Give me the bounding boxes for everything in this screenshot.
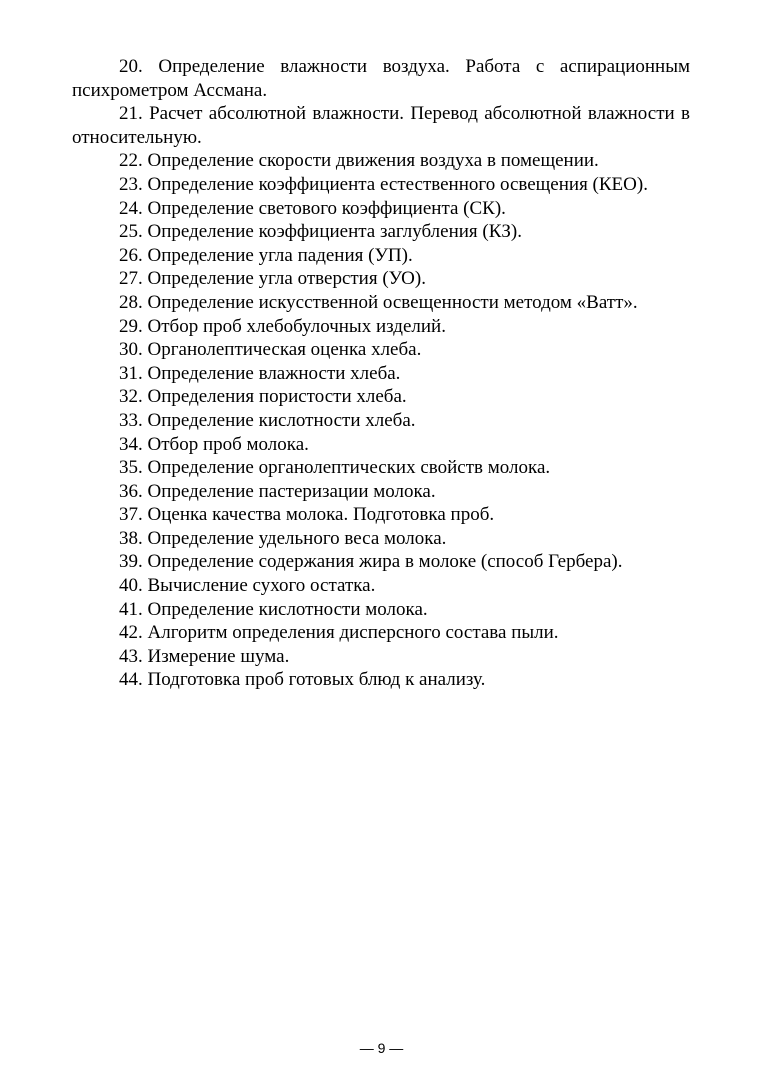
list-item: 23. Определение коэффициента естественного освещения (КЕО). bbox=[119, 173, 648, 195]
list-item: 25. Определение коэффициента заглубления (КЗ). bbox=[119, 221, 523, 243]
list-item: 20. Определение влажности воздуха. Работа с аспирационным психрометром Ассмана. bbox=[72, 56, 690, 101]
list-item: 39. Определение содержания жира в молоке (способ Гербера). bbox=[119, 551, 623, 573]
list-item: 36. Определение пастеризации молока. bbox=[119, 480, 436, 502]
list-item: 29. Отбор проб хлебобулочных изделий. bbox=[119, 315, 446, 337]
list-item: 35. Определение органолептических свойств молока. bbox=[119, 457, 551, 479]
list-item: 21. Расчет абсолютной влажности. Перевод абсолютной влажности в относительную. bbox=[72, 103, 690, 148]
list-item: 32. Определения пористости хлеба. bbox=[119, 386, 407, 408]
list-item: 26. Определение угла падения (УП). bbox=[119, 244, 413, 266]
list-item: 42. Алгоритм определения дисперсного состава пыли. bbox=[119, 622, 559, 644]
list-item: 38. Определение удельного веса молока. bbox=[119, 527, 447, 549]
document-body bbox=[72, 55, 690, 692]
list-item: 40. Вычисление сухого остатка. bbox=[119, 575, 376, 597]
list-item: 34. Отбор проб молока. bbox=[119, 433, 309, 455]
list-item: 31. Определение влажности хлеба. bbox=[119, 362, 401, 384]
list-item: 33. Определение кислотности хлеба. bbox=[119, 409, 416, 431]
list-item: 28. Определение искусственной освещенности методом «Ватт». bbox=[119, 291, 638, 313]
list-item: 30. Органолептическая оценка хлеба. bbox=[119, 339, 422, 361]
list-item: 43. Измерение шума. bbox=[119, 645, 290, 667]
list-item: 24. Определение светового коэффициента (СК). bbox=[119, 197, 506, 219]
list-item: 41. Определение кислотности молока. bbox=[119, 598, 428, 620]
list-item: 27. Определение угла отверстия (УО). bbox=[119, 268, 426, 290]
list-item: 44. Подготовка проб готовых блюд к анализу. bbox=[119, 669, 486, 691]
list-item: 37. Оценка качества молока. Подготовка проб. bbox=[119, 504, 495, 526]
page-number: — 9 — bbox=[359, 1040, 404, 1056]
list-item: 22. Определение скорости движения воздуха в помещении. bbox=[119, 150, 599, 172]
